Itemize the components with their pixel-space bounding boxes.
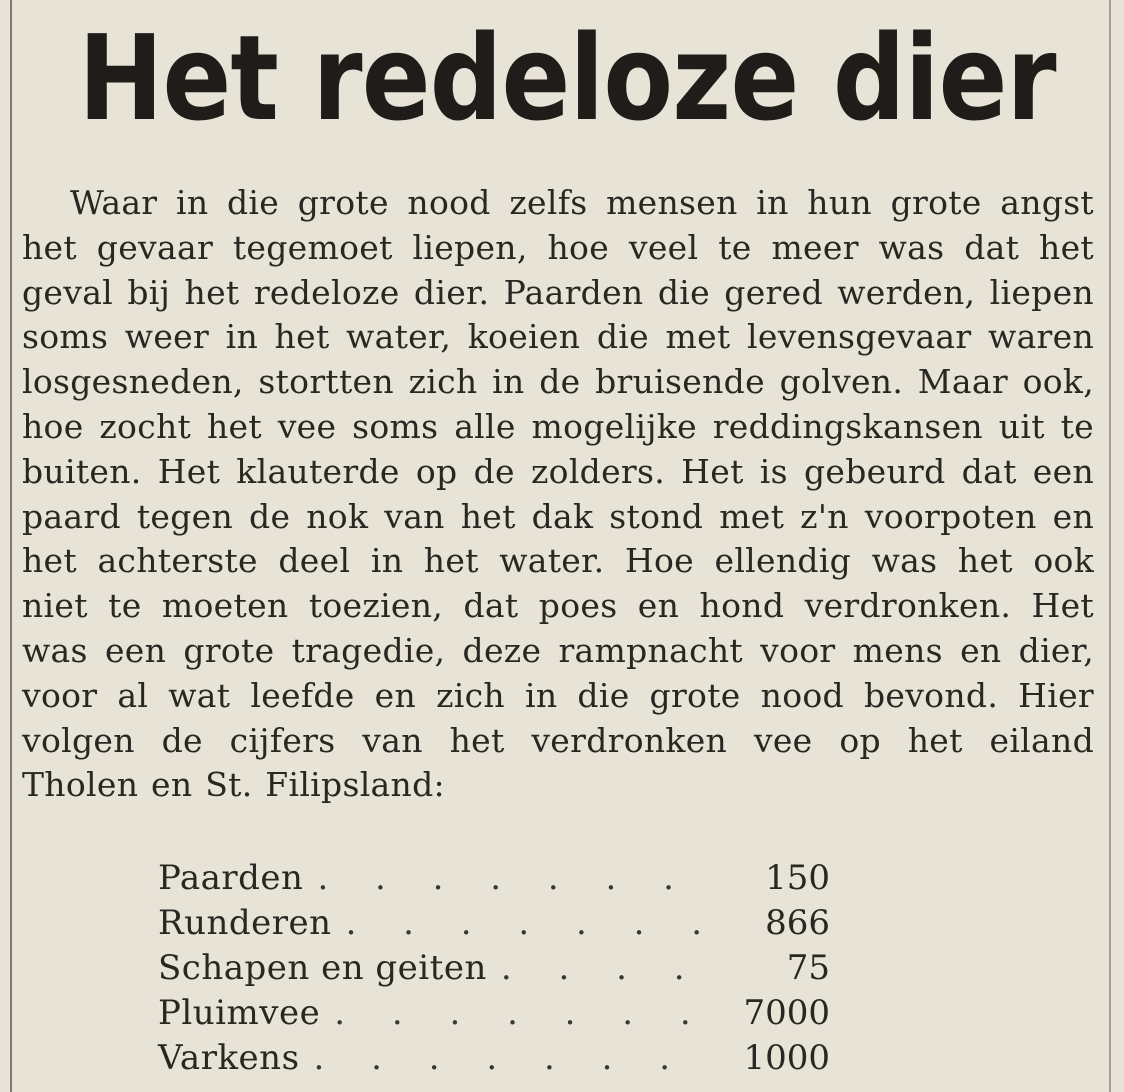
row-value: 75 bbox=[786, 948, 830, 988]
leader-dots bbox=[303, 856, 720, 901]
column-rule-left bbox=[10, 0, 12, 1092]
leader-dots bbox=[320, 991, 720, 1036]
table-row bbox=[158, 1036, 830, 1081]
row-label: Varkens bbox=[158, 1038, 300, 1078]
article-title: Het redeloze dier bbox=[78, 9, 1056, 147]
row-label: Paarden bbox=[158, 858, 304, 898]
row-label: Schapen en geiten bbox=[158, 948, 487, 988]
row-value: 150 bbox=[765, 858, 830, 898]
livestock-table bbox=[158, 856, 830, 1081]
leader-dots bbox=[300, 1036, 720, 1081]
row-label: Runderen bbox=[158, 903, 332, 943]
table-row bbox=[158, 991, 830, 1036]
row-value: 866 bbox=[765, 903, 830, 943]
table-row bbox=[158, 901, 830, 946]
column-rule-right bbox=[1109, 0, 1111, 1092]
row-value: 1000 bbox=[743, 1038, 830, 1078]
leader-dots bbox=[332, 901, 720, 946]
table-row bbox=[158, 946, 830, 991]
table-row bbox=[158, 856, 830, 901]
row-label: Pluimvee bbox=[158, 993, 321, 1033]
leader-dots bbox=[487, 946, 720, 991]
row-value: 7000 bbox=[743, 993, 830, 1033]
article-body: Waar in die grote nood zelfs mensen in hun grote angst het gevaar tegemoet liepen, hoe veel te meer was dat het geval bij het redeloze dier. Paarden die gered werden, liepen soms weer in het water, koeien die met levensgevaar waren losgesneden, stortten zich in de bruisende golven. Maar ook, hoe zocht het vee soms alle mogelijke reddingskansen uit te buiten. Het klauterde op de zolders. Het is gebeurd dat een paard tegen de nok van het dak stond met z'n voorpoten en het achterste deel in het water. Hoe ellendig was het ook niet te moeten toezien, dat poes en hond verdronken. Het was een grote tragedie, deze rampnacht voor mens en dier, voor al wat leefde en zich in die grote nood bevond. Hier volgen de cijfers van het verdronken vee op het eiland Tholen en St. Filipsland: bbox=[22, 183, 1094, 805]
